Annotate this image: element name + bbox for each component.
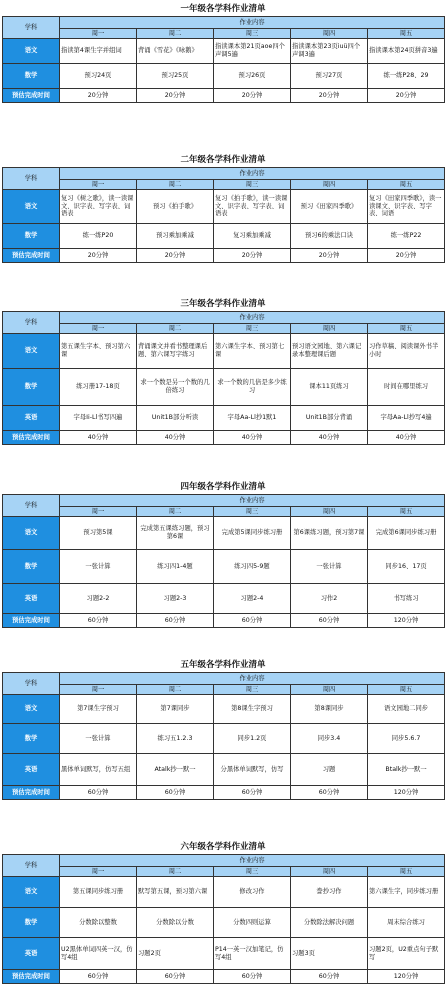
estimate-cell: 40分钟 [291, 431, 368, 445]
homework-cell: 语文园地二同步 [368, 695, 445, 724]
homework-cell: P14一英一汉加笔记，仿写4组 [214, 938, 291, 970]
homework-cell: 一张计算 [60, 724, 137, 754]
homework-cell: 周末综合练习 [368, 908, 445, 938]
homework-cell: 背诵《雪花》《咏鹅》 [137, 39, 214, 64]
estimate-label: 预估完成时间 [3, 431, 60, 445]
table-row [3, 938, 445, 970]
day-header: 周三 [214, 324, 291, 334]
estimate-label: 预估完成时间 [3, 249, 60, 263]
estimate-cell: 20分钟 [137, 249, 214, 263]
homework-cell: 默写第五课，预习第六课 [137, 877, 214, 908]
day-header: 周二 [137, 507, 214, 517]
homework-cell: 预习乘加乘减 [137, 224, 214, 249]
day-header: 周五 [368, 867, 445, 877]
estimate-cell: 60分钟 [291, 786, 368, 800]
estimate-cell: 60分钟 [60, 614, 137, 628]
subject-label: 语文 [3, 39, 60, 64]
homework-cell: 背诵课文并看书整理课后题、第六课写字练习 [137, 334, 214, 369]
estimate-cell: 60分钟 [137, 970, 214, 984]
homework-cell: 预习语文园地、第六课记录本整理课后题 [291, 334, 368, 369]
homework-cell: 练一练P28、29 [368, 64, 445, 89]
subject-label: 数学 [3, 369, 60, 406]
homework-cell: Btalk抄一默一 [368, 754, 445, 786]
day-header: 周三 [214, 507, 291, 517]
estimate-cell: 120分钟 [368, 786, 445, 800]
homework-cell: 第五课同步练习册 [60, 877, 137, 908]
estimate-cell: 60分钟 [60, 970, 137, 984]
day-header: 周一 [60, 867, 137, 877]
table-row [3, 614, 445, 628]
homework-cell: 同步1.2页 [214, 724, 291, 754]
subject-label: 英语 [3, 584, 60, 614]
subject-header: 学科 [3, 168, 60, 190]
homework-cell: Atalk抄一默一 [137, 754, 214, 786]
day-header: 周三 [214, 180, 291, 190]
homework-cell: 完成第6课同步练习册 [368, 517, 445, 550]
estimate-cell: 120分钟 [368, 970, 445, 984]
table-row [3, 517, 445, 550]
homework-cell: 分黑体单词默写，仿写 [214, 754, 291, 786]
homework-cell: 预习26页 [214, 64, 291, 89]
subject-label: 语文 [3, 877, 60, 908]
homework-cell: 习作2 [291, 584, 368, 614]
homework-cell: 一张计算 [291, 550, 368, 584]
table-row [3, 877, 445, 908]
homework-cell: 复习《树之歌》，读一读课文、识字表、写字表、词语表 [60, 190, 137, 224]
table-row [3, 786, 445, 800]
day-header: 周五 [368, 685, 445, 695]
subject-label: 英语 [3, 754, 60, 786]
homework-table [2, 854, 445, 984]
homework-cell: 第8课同步 [291, 695, 368, 724]
homework-cell: 分数除以整数 [60, 908, 137, 938]
homework-cell: 分数除法解决问题 [291, 908, 368, 938]
day-header: 周四 [291, 685, 368, 695]
grade-title: 三年级各学科作业清单 [180, 299, 266, 309]
estimate-cell: 60分钟 [137, 614, 214, 628]
homework-cell: U2黑体单词四英一汉，仿写4组 [60, 938, 137, 970]
homework-table [2, 16, 445, 103]
homework-cell: 分数四则运算 [214, 908, 291, 938]
day-header: 周二 [137, 180, 214, 190]
homework-cell: 练一练P22 [368, 224, 445, 249]
homework-cell: Unit1B部分背诵 [291, 406, 368, 431]
day-header: 周四 [291, 867, 368, 877]
homework-cell: 同步5.6.7 [368, 724, 445, 754]
table-row [3, 431, 445, 445]
estimate-label: 预估完成时间 [3, 970, 60, 984]
homework-cell: 复习乘加乘减 [214, 224, 291, 249]
day-header: 周五 [368, 180, 445, 190]
estimate-cell: 20分钟 [60, 89, 137, 103]
homework-cell: 习题2页，U2重点句子默写 [368, 938, 445, 970]
homework-cell: 时间在哪里练习 [368, 369, 445, 406]
day-header: 周四 [291, 324, 368, 334]
homework-cell: 习题2-2 [60, 584, 137, 614]
day-header: 周一 [60, 180, 137, 190]
subject-label: 数学 [3, 908, 60, 938]
homework-cell: 指读课本第23页iuü四个声调3遍 [291, 39, 368, 64]
grade-section-4 [2, 480, 444, 628]
estimate-label: 预估完成时间 [3, 89, 60, 103]
day-header: 周三 [214, 867, 291, 877]
day-header: 周二 [137, 29, 214, 39]
grade-section-2 [2, 153, 444, 263]
subject-label: 英语 [3, 938, 60, 970]
estimate-cell: 60分钟 [137, 786, 214, 800]
estimate-cell: 60分钟 [214, 614, 291, 628]
homework-cell: 预习25页 [137, 64, 214, 89]
grade-title: 五年级各学科作业清单 [180, 660, 266, 670]
table-row [3, 39, 445, 64]
content-header: 作业内容 [60, 495, 445, 507]
table-row [3, 406, 445, 431]
content-header: 作业内容 [60, 312, 445, 324]
subject-label: 语文 [3, 695, 60, 724]
subject-header: 学科 [3, 17, 60, 39]
table-row [3, 89, 445, 103]
estimate-cell: 40分钟 [60, 431, 137, 445]
homework-cell: 预习27页 [291, 64, 368, 89]
estimate-cell: 20分钟 [368, 249, 445, 263]
homework-cell: 练一练P20 [60, 224, 137, 249]
homework-table [2, 672, 445, 800]
table-row [3, 724, 445, 754]
day-header: 周一 [60, 507, 137, 517]
homework-cell: 练习四5-9题 [214, 550, 291, 584]
subject-header: 学科 [3, 855, 60, 877]
day-header: 周二 [137, 324, 214, 334]
estimate-cell: 60分钟 [291, 614, 368, 628]
day-header: 周五 [368, 29, 445, 39]
estimate-cell: 20分钟 [137, 89, 214, 103]
subject-label: 数学 [3, 724, 60, 754]
homework-cell: 指读第4课生字并组词 [60, 39, 137, 64]
homework-cell: 习题 [291, 754, 368, 786]
estimate-cell: 20分钟 [214, 249, 291, 263]
homework-cell: 习作草稿、阅读课外书半小时 [368, 334, 445, 369]
subject-label: 语文 [3, 517, 60, 550]
homework-table [2, 311, 445, 445]
grade-title: 四年级各学科作业清单 [180, 482, 266, 492]
day-header: 周三 [214, 29, 291, 39]
estimate-cell: 60分钟 [291, 970, 368, 984]
table-row [3, 695, 445, 724]
estimate-cell: 20分钟 [60, 249, 137, 263]
homework-cell: 一张计算 [60, 550, 137, 584]
table-row [3, 249, 445, 263]
subject-label: 数学 [3, 64, 60, 89]
homework-cell: 求一个数是另一个数的几倍练习 [137, 369, 214, 406]
homework-cell: 习题2-3 [137, 584, 214, 614]
grade-section-5 [2, 658, 444, 800]
homework-cell: 指读课本第21页aoe四个声调5遍 [214, 39, 291, 64]
table-row [3, 550, 445, 584]
estimate-cell: 40分钟 [137, 431, 214, 445]
homework-cell: 第7课生字预习 [60, 695, 137, 724]
table-row [3, 970, 445, 984]
grade-title: 六年级各学科作业清单 [180, 842, 266, 852]
grade-title: 二年级各学科作业清单 [180, 155, 266, 165]
table-row [3, 224, 445, 249]
homework-table [2, 167, 445, 263]
estimate-cell: 120分钟 [368, 614, 445, 628]
day-header: 周三 [214, 685, 291, 695]
subject-label: 语文 [3, 190, 60, 224]
subject-header: 学科 [3, 673, 60, 695]
homework-cell: 课本11页练习 [291, 369, 368, 406]
homework-cell: 同步16、17页 [368, 550, 445, 584]
subject-header: 学科 [3, 495, 60, 517]
content-header: 作业内容 [60, 168, 445, 180]
homework-cell: 字母Aa-Ll抄1默1 [214, 406, 291, 431]
day-header: 周二 [137, 867, 214, 877]
estimate-cell: 20分钟 [291, 249, 368, 263]
estimate-cell: 60分钟 [60, 786, 137, 800]
estimate-cell: 40分钟 [214, 431, 291, 445]
homework-cell: 复习《田家四季歌》，读一读课文、识字表、写字表、词语 [368, 190, 445, 224]
table-row [3, 908, 445, 938]
estimate-cell: 60分钟 [214, 970, 291, 984]
subject-label: 语文 [3, 334, 60, 369]
subject-label: 数学 [3, 224, 60, 249]
content-header: 作业内容 [60, 673, 445, 685]
homework-cell: 练习册17-18页 [60, 369, 137, 406]
homework-cell: 黑体单词默写，仿写五组 [60, 754, 137, 786]
grade-section-6 [2, 840, 444, 984]
grade-section-1 [2, 2, 444, 103]
homework-cell: 完成第五课练习题，预习第6课 [137, 517, 214, 550]
homework-cell: 预习《拍手歌》 [137, 190, 214, 224]
content-header: 作业内容 [60, 855, 445, 867]
table-row [3, 334, 445, 369]
day-header: 周四 [291, 29, 368, 39]
subject-header: 学科 [3, 312, 60, 334]
homework-cell: 第6课练习题，预习第7课 [291, 517, 368, 550]
estimate-cell: 20分钟 [368, 89, 445, 103]
homework-cell: 指读课本第24页拼音3遍 [368, 39, 445, 64]
homework-cell: 习题2页 [137, 938, 214, 970]
table-row [3, 584, 445, 614]
day-header: 周二 [137, 685, 214, 695]
homework-cell: 复习《拍手歌》，读一读课文、识字表、写字表、词语表 [214, 190, 291, 224]
homework-cell: 习题2-4 [214, 584, 291, 614]
homework-cell: 练习五1.2.3 [137, 724, 214, 754]
homework-cell: 习题3页 [291, 938, 368, 970]
homework-cell: 预习6的乘法口诀 [291, 224, 368, 249]
homework-cell: 字母Aa-Ll抄写4遍 [368, 406, 445, 431]
subject-label: 英语 [3, 406, 60, 431]
day-header: 周四 [291, 180, 368, 190]
day-header: 周五 [368, 507, 445, 517]
estimate-label: 预估完成时间 [3, 786, 60, 800]
day-header: 周五 [368, 324, 445, 334]
homework-cell: 第六课生字，同步练习册 [368, 877, 445, 908]
table-row [3, 64, 445, 89]
estimate-cell: 60分钟 [214, 786, 291, 800]
estimate-label: 预估完成时间 [3, 614, 60, 628]
homework-cell: 第五课生字本、预习第六课 [60, 334, 137, 369]
homework-cell: 预习第5课 [60, 517, 137, 550]
day-header: 周一 [60, 685, 137, 695]
homework-cell: 誊抄习作 [291, 877, 368, 908]
day-header: 周四 [291, 507, 368, 517]
estimate-cell: 20分钟 [214, 89, 291, 103]
homework-cell: Unit1B部分听读 [137, 406, 214, 431]
table-row [3, 754, 445, 786]
homework-cell: 预习《田家四季歌》 [291, 190, 368, 224]
day-header: 周一 [60, 324, 137, 334]
grade-title: 一年级各学科作业清单 [180, 4, 266, 14]
homework-cell: 完成第5课同步练习册 [214, 517, 291, 550]
homework-cell: 预习24页 [60, 64, 137, 89]
homework-cell: 练习四1-4题 [137, 550, 214, 584]
estimate-cell: 40分钟 [368, 431, 445, 445]
homework-cell: 第六课生字本、预习第七课 [214, 334, 291, 369]
day-header: 周一 [60, 29, 137, 39]
table-row [3, 369, 445, 406]
content-header: 作业内容 [60, 17, 445, 29]
homework-cell: 分数除以分数 [137, 908, 214, 938]
table-row [3, 190, 445, 224]
homework-cell: 书写练习 [368, 584, 445, 614]
grade-section-3 [2, 297, 444, 445]
homework-table [2, 494, 445, 628]
homework-cell: 同步3.4 [291, 724, 368, 754]
subject-label: 数学 [3, 550, 60, 584]
homework-cell: 字母Ii-Ll书写四遍 [60, 406, 137, 431]
homework-cell: 第8课生字预习 [214, 695, 291, 724]
homework-cell: 求一个数的几倍是多少练习 [214, 369, 291, 406]
homework-cell: 第7课同步 [137, 695, 214, 724]
homework-cell: 修改习作 [214, 877, 291, 908]
estimate-cell: 20分钟 [291, 89, 368, 103]
